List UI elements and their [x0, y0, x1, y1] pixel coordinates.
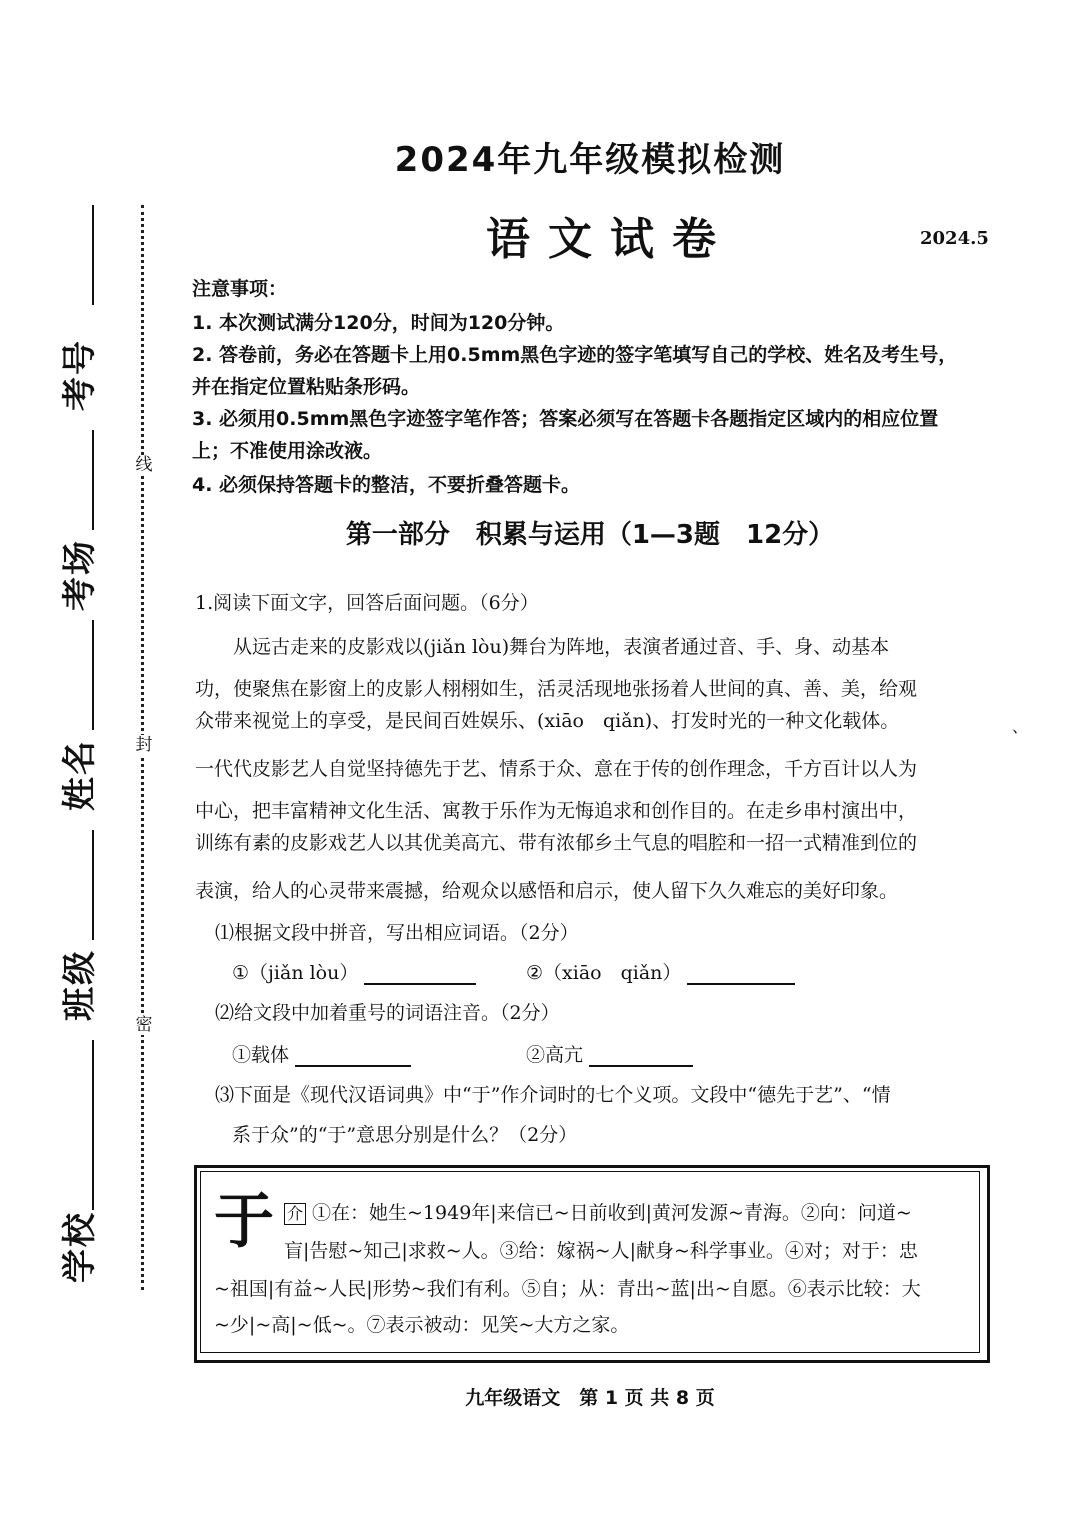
binding-line	[92, 1040, 94, 1210]
subquestion-2-item-2-label: ②高亢	[526, 1044, 584, 1066]
binding-line	[92, 205, 94, 305]
dictionary-entry-line: ~少|~高|~低~。⑦表示被动：见笑~大方之家。	[214, 1314, 630, 1336]
subquestion-1-item-2-label: ②（xiāo qiǎn）	[526, 962, 682, 984]
notice-line: 4. 必须保持答题卡的整洁，不要折叠答题卡。	[192, 474, 581, 496]
notice-line: 2. 答卷前，务必在答题卡上用0.5mm黑色字迹的签字笔填写自己的学校、姓名及考生号，	[192, 344, 958, 366]
subquestion-3-prompt-line-1: ⑶下面是《现代汉语词典》中“于”作介词时的七个义项。文段中“德先于艺”、“情	[215, 1084, 891, 1106]
binding-mark-secret: 密	[133, 1015, 155, 1035]
passage-line: 表演，给人的心灵带来震撼，给观众以感悟和启示，使人留下久久难忘的美好印象。	[195, 880, 899, 902]
notice-line: 上；不准使用涂改液。	[192, 440, 383, 462]
answer-blank[interactable]	[364, 983, 476, 985]
binding-label-char: 学	[60, 1249, 100, 1283]
passage-line: 中心，把丰富精神文化生活、寓教于乐作为无悔追求和创作目的。在走乡串村演出中，	[195, 800, 918, 822]
binding-label-exam-room	[58, 540, 102, 612]
binding-label-char: 考	[60, 377, 100, 411]
question-1-prompt: 1.阅读下面文字，回答后面问题。（6分）	[195, 592, 539, 614]
section-heading: 第一部分 积累与运用（1—3题 12分）	[345, 520, 835, 550]
binding-line	[92, 830, 94, 940]
subquestion-1-item-1-label: ①（jiǎn lòu）	[232, 962, 359, 984]
binding-label-char: 姓	[60, 777, 100, 811]
exam-date: 2024.5	[920, 228, 989, 249]
subquestion-2-prompt: ⑵给文段中加着重号的词语注音。（2分）	[215, 1002, 560, 1024]
subquestion-2-item-1-label: ①载体	[232, 1044, 290, 1066]
binding-label-char: 名	[60, 741, 100, 775]
passage-line: 众带来视觉上的享受，是民间百姓娱乐、(xiāo qiǎn)、打发时光的一种文化载体。	[195, 710, 900, 732]
notice-line: 3. 必须用0.5mm黑色字迹签字笔作答；答案必须写在答题卡各题指定区域内的相应位置	[192, 408, 939, 430]
binding-mark-line: 线	[133, 455, 155, 475]
binding-label-char: 班	[60, 987, 100, 1021]
binding-label-name	[58, 740, 102, 812]
passage-line: 训练有素的皮影戏艺人以其优美高亢、带有浓郁乡土气息的唱腔和一招一式精准到位的	[195, 832, 918, 854]
dictionary-entry-text: ①在：她生~1949年|来信已~日前收到|黄河发源~青海。②向：问道~	[312, 1202, 912, 1224]
binding-label-char: 校	[60, 1213, 100, 1247]
passage-line: 一代代皮影艺人自觉坚持德先于艺、情系于众、意在于传的创作理念，千方百计以人为	[195, 758, 918, 780]
subquestion-3-prompt-line-2: 系于众”的“于”意思分别是什么？（2分）	[232, 1124, 578, 1146]
exam-title: 2024年九年级模拟检测	[394, 140, 786, 180]
binding-label-char: 号	[60, 341, 100, 375]
part-of-speech-tag: 介	[284, 1203, 306, 1225]
exam-subtitle: 语文试卷	[486, 214, 734, 265]
binding-label-char: 场	[60, 541, 100, 575]
subquestion-2-item-1	[232, 1040, 411, 1067]
page-footer: 九年级语文 第 1 页 共 8 页	[465, 1387, 715, 1409]
subquestion-2-item-2	[526, 1040, 693, 1067]
dictionary-entry-line: 盲|告慰~知己|求救~人。③给：嫁祸~人|献身~科学事业。④对；对于：忠	[284, 1240, 918, 1262]
dictionary-entry-line: ~祖国|有益~人民|形势~我们有利。⑤自；从：青出~蓝|出~自愿。⑥表示比较：大	[214, 1278, 921, 1300]
passage-line: 功，使聚焦在影窗上的皮影人栩栩如生，活灵活现地张扬着人世间的真、善、美，给观	[195, 678, 918, 700]
answer-blank[interactable]	[295, 1065, 411, 1067]
notice-heading: 注意事项：	[192, 278, 288, 300]
dictionary-entry-line	[284, 1198, 912, 1225]
notice-line: 并在指定位置粘贴条形码。	[192, 376, 421, 398]
passage-line: 从远古走来的皮影戏以(jiǎn lòu)舞台为阵地，表演者通过音、手、身、动基本	[195, 636, 890, 658]
binding-label-char: 考	[60, 577, 100, 611]
binding-line	[92, 430, 94, 530]
subquestion-1-prompt: ⑴根据文段中拼音，写出相应词语。（2分）	[215, 922, 579, 944]
dictionary-headword: 于	[214, 1187, 274, 1257]
answer-blank[interactable]	[589, 1065, 693, 1067]
answer-blank[interactable]	[687, 983, 795, 985]
binding-line	[92, 620, 94, 730]
subquestion-1-item-1	[232, 958, 476, 985]
stray-mark: 、	[1012, 717, 1029, 736]
notice-line: 1. 本次测试满分120分，时间为120分钟。	[192, 312, 565, 334]
binding-label-school	[58, 1212, 102, 1284]
binding-label-class	[58, 950, 102, 1022]
binding-label-exam-number	[58, 340, 102, 412]
binding-mark-seal: 封	[133, 735, 155, 755]
binding-label-char: 级	[60, 951, 100, 985]
subquestion-1-item-2	[526, 958, 795, 985]
